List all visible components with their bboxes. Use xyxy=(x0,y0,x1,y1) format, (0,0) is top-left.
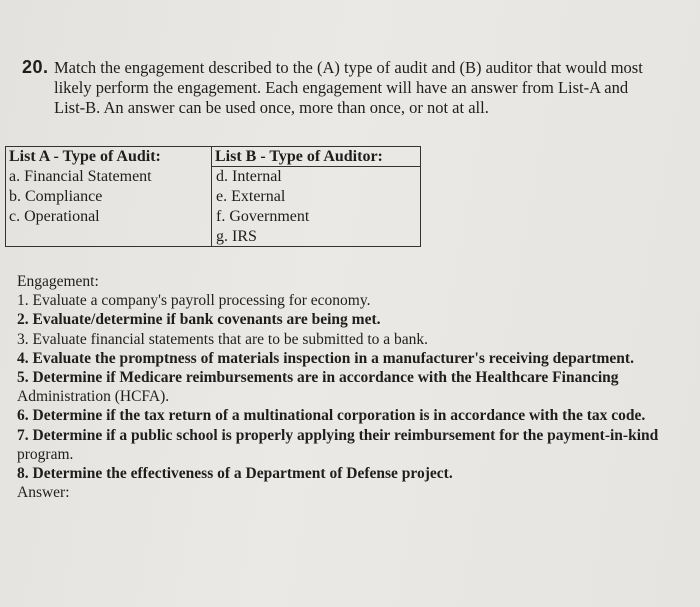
engagement-item: 3. Evaluate financial statements that are to be submitted to a bank. xyxy=(17,330,429,348)
question-prompt xyxy=(54,58,687,118)
list-b-column xyxy=(212,147,420,246)
engagement-item: 2. Evaluate/determine if bank covenants are being met. xyxy=(17,311,381,329)
engagement-item: 4. Evaluate the promptness of materials inspection in a manufacturer's receiving department. xyxy=(17,349,634,367)
list-a-item: c. Operational xyxy=(9,208,100,225)
list-a-item: a. Financial Statement xyxy=(9,168,152,185)
engagement-item-continued: Administration (HCFA). xyxy=(17,388,170,406)
list-b-header: List B - Type of Auditor: xyxy=(212,147,420,167)
answer-lists-table xyxy=(5,146,421,247)
engagement-item: 1. Evaluate a company's payroll processing for economy. xyxy=(17,292,371,310)
engagement-heading: Engagement: xyxy=(17,273,99,290)
list-b-item: d. Internal xyxy=(216,168,282,185)
list-a-header: List A - Type of Audit: xyxy=(9,148,161,165)
question-block xyxy=(22,58,687,118)
engagement-item-continued: program. xyxy=(17,445,74,463)
list-a-item: b. Compliance xyxy=(9,188,103,205)
list-a-column xyxy=(6,147,212,246)
engagement-item: 7. Determine if a public school is properly applying their reimbursement for the payment-in-kind xyxy=(17,426,659,444)
question-prompt-line: Match the engagement described to the (A) type of audit and (B) auditor that would most xyxy=(54,58,643,77)
question-prompt-line: List-B. An answer can be used once, more than once, or not at all. xyxy=(54,98,489,117)
list-b-item: g. IRS xyxy=(216,228,257,245)
question-number: 20. xyxy=(22,57,49,77)
answer-label: Answer: xyxy=(17,484,70,502)
engagement-item: 5. Determine if Medicare reimbursements are in accordance with the Healthcare Financing xyxy=(17,369,619,387)
engagement-item: 6. Determine if the tax return of a multinational corporation is in accordance with the tax code. xyxy=(17,407,646,425)
list-b-item: e. External xyxy=(216,188,286,205)
engagement-section xyxy=(17,272,687,502)
list-b-item: f. Government xyxy=(216,208,310,225)
question-prompt-line: likely perform the engagement. Each engagement will have an answer from List-A and xyxy=(54,78,629,97)
engagement-item: 8. Determine the effectiveness of a Department of Defense project. xyxy=(17,465,453,483)
